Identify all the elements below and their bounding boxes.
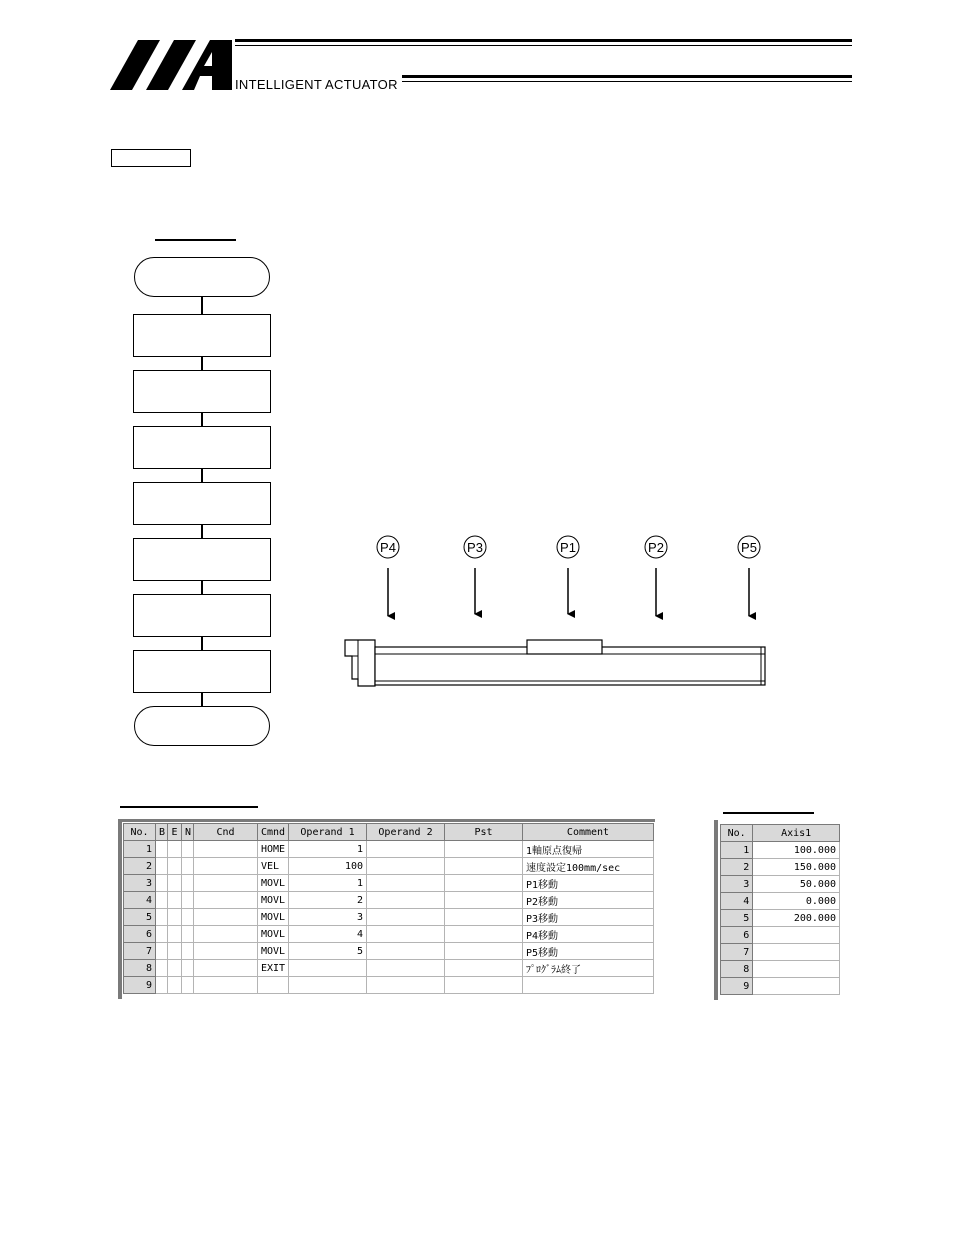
table-cell[interactable]: P4移動 <box>523 926 654 943</box>
table-cell[interactable] <box>182 858 194 875</box>
table-cell[interactable] <box>182 977 194 994</box>
flowchart-step <box>133 538 271 581</box>
table-cell[interactable] <box>156 977 168 994</box>
table-cell[interactable] <box>194 892 258 909</box>
flowchart-end <box>134 706 270 746</box>
position-table-frame-left <box>714 820 718 1000</box>
flowchart-connector <box>201 581 203 594</box>
table-cell[interactable]: 6 <box>124 926 156 943</box>
table-cell[interactable] <box>367 892 445 909</box>
table-cell[interactable] <box>168 943 182 960</box>
table-cell[interactable]: 100.000 <box>753 842 840 859</box>
flowchart-connector <box>201 469 203 482</box>
col-cnd: Cnd <box>194 824 258 841</box>
table-cell[interactable]: 100 <box>289 858 367 875</box>
table-cell[interactable]: 8 <box>124 960 156 977</box>
flowchart-connector <box>201 693 203 706</box>
table-row[interactable] <box>124 960 654 977</box>
table-cell[interactable] <box>367 943 445 960</box>
table-row[interactable] <box>124 858 654 875</box>
table-row[interactable] <box>721 944 840 961</box>
table-cell[interactable]: 200.000 <box>753 910 840 927</box>
position-marker-p2 <box>645 536 667 616</box>
actuator-body <box>345 640 765 686</box>
table-row[interactable] <box>124 977 654 994</box>
table-cell[interactable] <box>156 875 168 892</box>
program-table <box>123 823 654 994</box>
header-rule-bottom <box>402 75 852 78</box>
table-cell[interactable]: 4 <box>124 892 156 909</box>
table-cell[interactable] <box>445 943 523 960</box>
table-cell[interactable]: 3 <box>124 875 156 892</box>
flowchart-start <box>134 257 270 297</box>
program-table-frame-left <box>118 819 122 999</box>
table-cell[interactable]: P2移動 <box>523 892 654 909</box>
table-row[interactable] <box>721 876 840 893</box>
table-cell[interactable] <box>156 892 168 909</box>
flowchart-connector <box>201 413 203 426</box>
table-cell[interactable]: 3 <box>721 876 753 893</box>
position-section-underline <box>723 812 814 814</box>
table-cell[interactable]: 5 <box>721 910 753 927</box>
table-row[interactable] <box>124 892 654 909</box>
table-cell[interactable] <box>445 909 523 926</box>
actuator-slider <box>527 640 602 654</box>
table-cell[interactable] <box>194 977 258 994</box>
col-operand1: Operand 1 <box>289 824 367 841</box>
table-cell[interactable] <box>445 841 523 858</box>
table-cell[interactable] <box>168 875 182 892</box>
table-cell[interactable]: P5移動 <box>523 943 654 960</box>
position-marker-p5 <box>738 536 760 616</box>
table-cell[interactable] <box>289 960 367 977</box>
table-row[interactable] <box>124 943 654 960</box>
table-cell[interactable] <box>156 858 168 875</box>
table-cell[interactable]: 2 <box>289 892 367 909</box>
table-cell[interactable]: 9 <box>721 978 753 995</box>
table-cell[interactable]: 0.000 <box>753 893 840 910</box>
table-cell[interactable] <box>182 960 194 977</box>
table-row[interactable] <box>721 927 840 944</box>
table-cell[interactable] <box>168 960 182 977</box>
table-cell[interactable] <box>156 943 168 960</box>
table-cell[interactable]: MOVL <box>258 926 289 943</box>
table-cell[interactable] <box>182 875 194 892</box>
table-cell[interactable] <box>367 875 445 892</box>
flowchart-step <box>133 426 271 469</box>
table-cell[interactable]: 2 <box>124 858 156 875</box>
table-cell[interactable]: 1 <box>289 875 367 892</box>
table-cell[interactable]: 5 <box>124 909 156 926</box>
position-label-p4: P4 <box>380 540 396 555</box>
table-cell[interactable] <box>194 841 258 858</box>
flowchart-step <box>133 594 271 637</box>
table-cell[interactable]: 7 <box>124 943 156 960</box>
actuator-diagram <box>330 530 780 695</box>
header-rule-top <box>235 39 852 42</box>
table-cell[interactable]: 150.000 <box>753 859 840 876</box>
table-cell[interactable] <box>168 858 182 875</box>
table-row[interactable] <box>721 961 840 978</box>
table-cell[interactable] <box>753 961 840 978</box>
table-cell[interactable] <box>156 841 168 858</box>
table-cell[interactable] <box>367 909 445 926</box>
table-row[interactable] <box>721 910 840 927</box>
table-cell[interactable] <box>445 858 523 875</box>
table-cell[interactable]: 2 <box>721 859 753 876</box>
flowchart-connector <box>201 525 203 538</box>
table-row[interactable] <box>721 842 840 859</box>
table-cell[interactable] <box>156 926 168 943</box>
position-marker-p1 <box>557 536 579 614</box>
position-label-p5: P5 <box>741 540 757 555</box>
table-row[interactable] <box>124 926 654 943</box>
table-cell[interactable]: 1 <box>124 841 156 858</box>
col-e: E <box>168 824 182 841</box>
position-marker-p3 <box>464 536 486 614</box>
table-cell[interactable] <box>753 978 840 995</box>
table-cell[interactable] <box>182 909 194 926</box>
program-section-underline <box>120 806 258 808</box>
header-rule-bottom-thin <box>402 81 852 82</box>
table-cell[interactable] <box>194 943 258 960</box>
table-cell[interactable]: P3移動 <box>523 909 654 926</box>
table-cell[interactable]: 9 <box>124 977 156 994</box>
flowchart-connector <box>201 637 203 650</box>
table-cell[interactable]: MOVL <box>258 875 289 892</box>
table-cell[interactable] <box>289 977 367 994</box>
table-cell[interactable] <box>194 926 258 943</box>
table-cell[interactable]: 1 <box>289 841 367 858</box>
table-cell[interactable] <box>753 927 840 944</box>
table-cell[interactable]: MOVL <box>258 892 289 909</box>
flowchart-step <box>133 482 271 525</box>
table-row[interactable] <box>721 978 840 995</box>
table-cell[interactable] <box>445 892 523 909</box>
table-cell[interactable] <box>168 909 182 926</box>
table-cell[interactable]: 1 <box>721 842 753 859</box>
header-rule-top-thin <box>235 45 852 46</box>
table-row[interactable] <box>721 893 840 910</box>
table-cell[interactable] <box>194 875 258 892</box>
table-row[interactable] <box>124 875 654 892</box>
table-cell[interactable] <box>445 875 523 892</box>
table-cell[interactable]: 7 <box>721 944 753 961</box>
table-cell[interactable] <box>258 977 289 994</box>
position-label-p2: P2 <box>648 540 664 555</box>
table-cell[interactable] <box>168 841 182 858</box>
program-table-frame <box>118 819 655 822</box>
table-cell[interactable] <box>367 977 445 994</box>
flowchart-title-underline <box>155 239 236 241</box>
table-cell[interactable] <box>194 858 258 875</box>
table-cell[interactable]: EXIT <box>258 960 289 977</box>
col-comment: Comment <box>523 824 654 841</box>
col-no: No. <box>721 825 753 842</box>
table-cell[interactable] <box>367 960 445 977</box>
table-cell[interactable] <box>523 977 654 994</box>
flowchart-step <box>133 370 271 413</box>
table-cell[interactable] <box>168 977 182 994</box>
table-cell[interactable] <box>194 960 258 977</box>
table-cell[interactable]: VEL <box>258 858 289 875</box>
position-label-p3: P3 <box>467 540 483 555</box>
table-cell[interactable] <box>156 960 168 977</box>
table-cell[interactable] <box>182 841 194 858</box>
table-cell[interactable] <box>445 977 523 994</box>
table-cell[interactable]: 1軸原点復帰 <box>523 841 654 858</box>
brand-name: INTELLIGENT ACTUATOR <box>235 77 398 92</box>
table-cell[interactable]: 3 <box>289 909 367 926</box>
col-cmnd: Cmnd <box>258 824 289 841</box>
table-cell[interactable] <box>753 944 840 961</box>
table-cell[interactable] <box>367 841 445 858</box>
table-cell[interactable]: 4 <box>721 893 753 910</box>
table-cell[interactable]: 4 <box>289 926 367 943</box>
table-cell[interactable] <box>367 858 445 875</box>
table-cell[interactable]: MOVL <box>258 909 289 926</box>
table-cell[interactable] <box>367 926 445 943</box>
table-cell[interactable]: ﾌﾟﾛｸﾞﾗﾑ終了 <box>523 960 654 977</box>
table-cell[interactable]: 50.000 <box>753 876 840 893</box>
table-cell[interactable] <box>182 943 194 960</box>
flowchart-connector <box>201 297 203 314</box>
table-cell[interactable]: HOME <box>258 841 289 858</box>
table-row[interactable] <box>721 859 840 876</box>
table-row[interactable] <box>124 909 654 926</box>
position-table-header <box>721 825 840 842</box>
flowchart-connector <box>201 357 203 370</box>
table-row[interactable] <box>124 841 654 858</box>
table-cell[interactable]: MOVL <box>258 943 289 960</box>
table-cell[interactable] <box>168 926 182 943</box>
col-b: B <box>156 824 168 841</box>
table-cell[interactable] <box>168 892 182 909</box>
table-cell[interactable] <box>156 909 168 926</box>
table-cell[interactable] <box>445 960 523 977</box>
table-cell[interactable]: 6 <box>721 927 753 944</box>
table-cell[interactable]: 8 <box>721 961 753 978</box>
position-marker-p4 <box>377 536 399 616</box>
flowchart-step <box>133 650 271 693</box>
flowchart-step <box>133 314 271 357</box>
position-label-p1: P1 <box>560 540 576 555</box>
table-cell[interactable] <box>194 909 258 926</box>
position-table <box>720 824 840 995</box>
table-cell[interactable]: P1移動 <box>523 875 654 892</box>
example-label-box <box>111 149 191 167</box>
col-axis1: Axis1 <box>753 825 840 842</box>
col-no: No. <box>124 824 156 841</box>
iai-logo <box>108 36 233 92</box>
col-pst: Pst <box>445 824 523 841</box>
table-cell[interactable] <box>182 926 194 943</box>
col-n: N <box>182 824 194 841</box>
table-cell[interactable] <box>182 892 194 909</box>
program-table-header <box>124 824 654 841</box>
table-cell[interactable]: 速度設定100mm/sec <box>523 858 654 875</box>
col-operand2: Operand 2 <box>367 824 445 841</box>
table-cell[interactable]: 5 <box>289 943 367 960</box>
table-cell[interactable] <box>445 926 523 943</box>
